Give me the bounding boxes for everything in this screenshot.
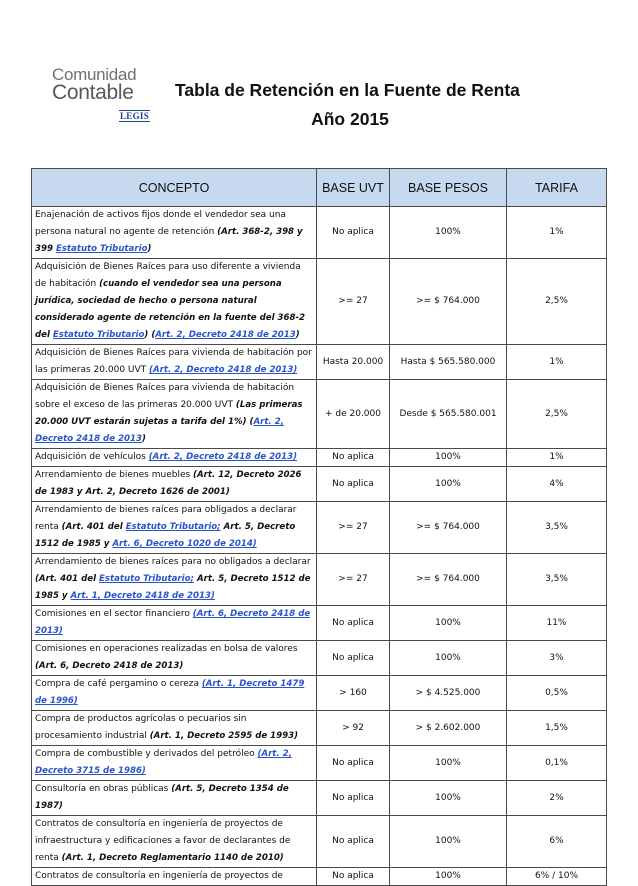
table-row [32,449,607,467]
tarifa-cell: 1,5% [507,711,607,746]
base-pesos-cell: 100% [390,816,507,868]
base-pesos-cell: > $ 4.525.000 [390,676,507,711]
base-pesos-cell: 100% [390,746,507,781]
concepto-text: Enajenación de activos fijos donde el vendedor sea una persona natural no agente de retención [35,210,286,237]
legal-reference: (Las primeras 20.000 UVT estarán sujetas a tarifa del 1%) ( [35,400,303,427]
table-row [32,554,607,606]
table-row [32,502,607,554]
concepto-cell [32,259,317,345]
tarifa-cell: 6% [507,816,607,868]
legal-reference-link[interactable]: Estatuto Tributario [52,330,145,340]
base-pesos-cell: 100% [390,207,507,259]
page-subtitle: Año 2015 [311,109,389,129]
base-pesos-cell: 100% [390,641,507,676]
column-header-base-pesos: BASE PESOS [390,169,507,207]
legal-reference: Art. 5, Decreto 1512 de 1985 y [35,574,311,601]
base-pesos-cell: >= $ 764.000 [390,502,507,554]
legal-reference: (Art. 6, Decreto 2418 de 2013) [35,661,184,671]
table-row [32,259,607,345]
base-uvt-cell: No aplica [317,816,390,868]
concepto-cell [32,380,317,449]
column-header-base-uvt: BASE UVT [317,169,390,207]
legal-reference: (Art. 368-2, 398 y 399 [35,227,303,254]
tarifa-cell: 4% [507,467,607,502]
base-uvt-cell: No aplica [317,868,390,886]
table-row [32,816,607,868]
base-uvt-cell: >= 27 [317,554,390,606]
concepto-text: Contratos de consultoría en ingeniería de proyectos de [35,871,283,881]
base-uvt-cell: No aplica [317,449,390,467]
base-pesos-cell: 100% [390,868,507,886]
concepto-text: Adquisición de Bienes Raíces para vivienda de habitación sobre el exceso de las primeras 20.000 UVT [35,383,295,410]
concepto-text: Arrendamiento de bienes raíces para obligados a declarar renta [35,505,297,532]
legal-reference-link[interactable]: Art. 2, Decreto 2418 de 2013 [155,330,296,340]
base-uvt-cell: No aplica [317,641,390,676]
concepto-text: Contratos de consultoría en ingeniería de proyectos de infraestructura y edificaciones a favor de declarantes de renta [35,819,291,863]
base-pesos-cell: Desde $ 565.580.001 [390,380,507,449]
tarifa-cell: 1% [507,345,607,380]
base-uvt-cell: No aplica [317,606,390,641]
base-uvt-cell: No aplica [317,746,390,781]
table-row [32,606,607,641]
legal-reference: ) ( [144,330,156,340]
concepto-text: Compra de combustible y derivados del petróleo [35,749,258,759]
logo-line-1: Comunidad [52,65,137,84]
tarifa-cell: 2% [507,781,607,816]
table-row [32,345,607,380]
tarifa-cell: 0,5% [507,676,607,711]
concepto-text: Arrendamiento de bienes muebles [35,470,194,480]
tarifa-cell: 2,5% [507,380,607,449]
logo-line-2: Contable [52,81,134,104]
legal-reference-link[interactable]: Estatuto Tributario; [125,522,221,532]
base-uvt-cell: No aplica [317,781,390,816]
table-row [32,676,607,711]
legal-reference: ) [147,244,152,254]
base-uvt-cell: Hasta 20.000 [317,345,390,380]
legal-reference: Art. 5, Decreto 1512 de 1985 y [35,522,296,549]
legal-reference: (Art. 1, Decreto 2595 de 1993) [149,731,299,741]
table-row [32,207,607,259]
legal-reference: (cuando el vendedor sea una persona jurídica, sociedad de hecho o persona natural considerado agente de retención en la fuente del 368-2 del [35,279,306,340]
base-pesos-cell: 100% [390,449,507,467]
legal-reference-link[interactable]: Art. 6, Decreto 1020 de 2014) [112,539,257,549]
concepto-cell [32,467,317,502]
legal-reference: (Art. 1, Decreto Reglamentario 1140 de 2010) [61,853,284,863]
legal-reference: (Art. 5, Decreto 1354 de 1987) [35,784,289,811]
table-row [32,641,607,676]
concepto-text: Adquisición de Bienes Raíces para uso diferente a vivienda de habitación [35,262,301,289]
base-pesos-cell: 100% [390,781,507,816]
concepto-text: Adquisición de Bienes Raíces para vivienda de habitación por las primeras 20.000 UVT [35,348,312,375]
legal-reference: (Art. 401 del [35,574,100,584]
legal-reference-link[interactable]: (Art. 2, Decreto 2418 de 2013) [149,365,298,375]
table-row [32,711,607,746]
column-header-tarifa: TARIFA [507,169,607,207]
tarifa-cell: 11% [507,606,607,641]
logo-legis: LEGIS [120,111,150,121]
tarifa-cell: 1% [507,207,607,259]
legal-reference-link[interactable]: Art. 1, Decreto 2418 de 2013) [70,591,215,601]
tarifa-cell: 6% / 10% [507,868,607,886]
concepto-cell [32,207,317,259]
retention-table [31,168,607,886]
legal-reference-link[interactable]: Art. 2, Decreto 2418 de 2013 [35,417,284,444]
concepto-text: Compra de productos agrícolas o pecuarios sin procesamiento industrial [35,714,247,741]
tarifa-cell: 3% [507,641,607,676]
base-pesos-cell: > $ 2.602.000 [390,711,507,746]
table-row [32,868,607,886]
table-header-row [32,169,607,207]
concepto-text: Comisiones en operaciones realizadas en bolsa de valores [35,644,298,654]
concepto-text: Consultoría en obras públicas [35,784,172,794]
concepto-text: Compra de café pergamino o cereza [35,679,202,689]
concepto-cell [32,781,317,816]
tarifa-cell: 1% [507,449,607,467]
base-pesos-cell: Hasta $ 565.580.000 [390,345,507,380]
concepto-cell [32,502,317,554]
tarifa-cell: 3,5% [507,554,607,606]
legal-reference: (Art. 12, Decreto 2026 de 1983 y Art. 2, Decreto 1626 de 2001) [35,470,302,497]
table-row [32,781,607,816]
tarifa-cell: 2,5% [507,259,607,345]
table-body [32,207,607,886]
concepto-text: Adquisición de vehículos [35,452,149,462]
legal-reference: (Art. 401 del [61,522,126,532]
base-pesos-cell: 100% [390,467,507,502]
table-row [32,746,607,781]
concepto-text: Arrendamiento de bienes raíces para no obligados a declarar [35,557,311,567]
legal-reference-link[interactable]: (Art. 2, Decreto 3715 de 1986) [35,749,292,776]
base-uvt-cell: No aplica [317,207,390,259]
legal-reference-link[interactable]: (Art. 6, Decreto 2418 de 2013) [35,609,311,636]
concepto-cell [32,868,317,886]
concepto-cell [32,746,317,781]
column-header-concepto: CONCEPTO [32,169,317,207]
concepto-cell [32,676,317,711]
tarifa-cell: 0,1% [507,746,607,781]
table-row [32,467,607,502]
concepto-text: Comisiones en el sector financiero [35,609,193,619]
base-pesos-cell: >= $ 764.000 [390,259,507,345]
concepto-cell [32,554,317,606]
tarifa-cell: 3,5% [507,502,607,554]
base-pesos-cell: 100% [390,606,507,641]
legal-reference-link[interactable]: Estatuto Tributario [55,244,148,254]
concepto-cell [32,606,317,641]
base-uvt-cell: > 160 [317,676,390,711]
base-uvt-cell: > 92 [317,711,390,746]
legal-reference-link[interactable]: (Art. 1, Decreto 1479 de 1996) [35,679,305,706]
legal-reference: ) [295,330,300,340]
table-row [32,380,607,449]
base-uvt-cell: + de 20.000 [317,380,390,449]
concepto-cell [32,711,317,746]
concepto-cell [32,816,317,868]
concepto-cell [32,449,317,467]
concepto-cell [32,641,317,676]
base-uvt-cell: >= 27 [317,502,390,554]
base-uvt-cell: >= 27 [317,259,390,345]
base-uvt-cell: No aplica [317,467,390,502]
legal-reference-link[interactable]: Estatuto Tributario; [99,574,194,584]
legal-reference-link[interactable]: (Art. 2, Decreto 2418 de 2013) [148,452,298,462]
legal-reference: ) [141,434,146,444]
page-title: Tabla de Retención en la Fuente de Renta [175,80,520,100]
concepto-cell [32,345,317,380]
base-pesos-cell: >= $ 764.000 [390,554,507,606]
